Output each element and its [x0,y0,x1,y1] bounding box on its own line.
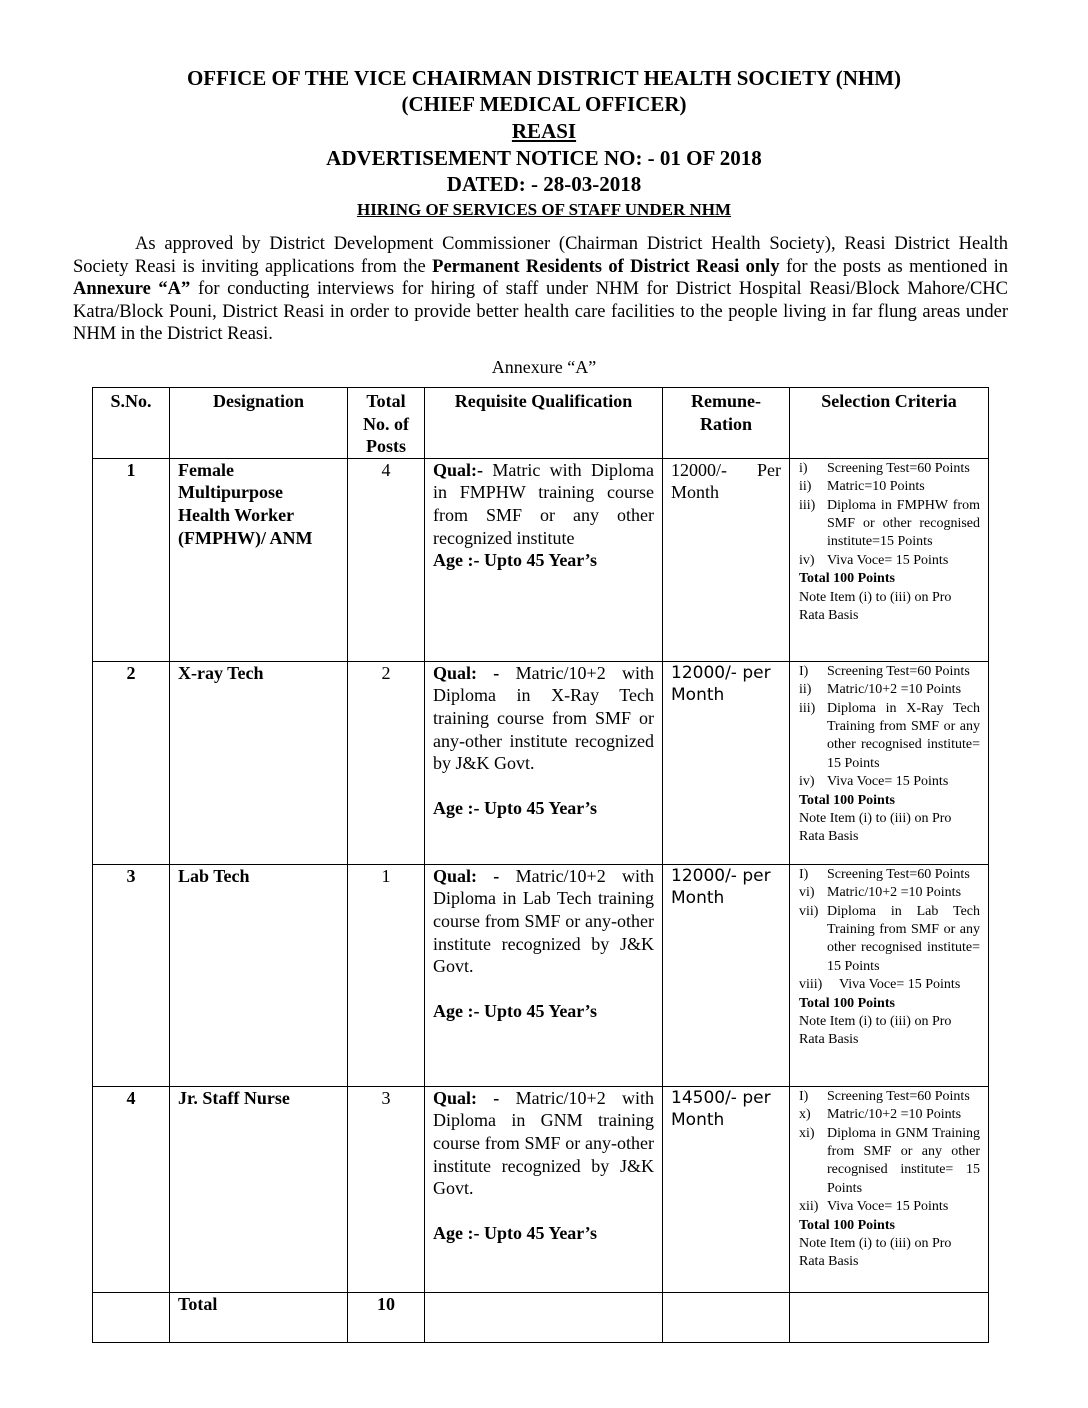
district-name: REASI [511,119,577,143]
qual-label: Qual: - [433,865,500,886]
row-remuneration [663,661,790,864]
criteria-note: Note Item (i) to (iii) on Pro Rata Basis [799,1014,952,1048]
criteria-item: iv) Viva Voce= 15 Points [799,552,949,568]
criteria-item: vi) Matric/10+2 =10 Points [799,885,962,901]
header-designation: Designation [170,388,348,459]
criteria-total: Total 100 Points [799,995,895,1011]
total-row-empty [790,1292,989,1342]
row-remuneration [663,1086,790,1292]
criteria-note: Note Item (i) to (iii) on Pro Rata Basis [799,811,952,845]
remuneration-value: 12000/- per Month [671,865,771,908]
remuneration-value: 12000/- per Month [671,662,771,705]
table-row [93,1086,989,1292]
remuneration-value: 12000/- Per Month [671,459,781,503]
criteria-item: ii) Matric=10 Points [799,479,925,495]
row-sno: 2 [93,661,170,864]
row-designation: Lab Tech [170,864,348,1086]
intro-part2: for the posts as mentioned in [785,256,1009,277]
criteria-item: x) Matric/10+2 =10 Points [799,1107,962,1123]
criteria-total: Total 100 Points [799,571,895,587]
total-value: 10 [348,1292,425,1342]
total-label: Total [170,1292,348,1342]
criteria-item: xii) Viva Voce= 15 Points [799,1199,949,1215]
row-selection-criteria [790,458,989,661]
header-selection-criteria: Selection Criteria [790,388,989,459]
office-title: OFFICE OF THE VICE CHAIRMAN DISTRICT HEALTH SOCIETY (NHM) [186,66,902,90]
total-row-empty [663,1292,790,1342]
criteria-total: Total 100 Points [799,1217,895,1233]
header-sno: S.No. [93,388,170,459]
row-total-posts: 4 [348,458,425,661]
row-sno: 3 [93,864,170,1086]
notice-subject: HIRING OF SERVICES OF STAFF UNDER NHM [356,200,732,219]
header-qualification: Requisite Qualification [425,388,663,459]
table-header-row [93,388,989,459]
header-total-posts: Total No. of Posts [348,388,425,459]
intro-part3: for conducting interviews for hiring of staff under NHM for District Hospital Reasi/Block Mahore/CHC Katra/Block Pouni, District Reasi in order to provide better health care facilities to the people living in far flung areas under NHM in the District Reasi. [73,279,1009,345]
qual-text: Matric/10+2 with Diploma in Lab Tech training course from SMF or any-other institute recognized by J&K Govt. [433,865,654,977]
criteria-item: I) Screening Test=60 Points [799,866,970,882]
qual-text: Matric with Diploma in FMPHW training course from SMF or any other recognized institute [433,459,654,548]
row-designation: Female Multipurpose Health Worker (FMPHW)/ ANM [170,458,348,661]
total-row-empty [425,1292,663,1342]
criteria-note: Note Item (i) to (iii) on Pro Rata Basis [799,589,952,624]
criteria-total: Total 100 Points [799,792,895,808]
criteria-item: ii) Matric/10+2 =10 Points [799,682,962,698]
criteria-item: viii) Viva Voce= 15 Points [799,977,961,993]
row-selection-criteria [790,1086,989,1292]
intro-bold-annexure: Annexure “A” [73,279,191,300]
row-qualification [425,864,663,1086]
header-remuneration: Remune-Ration [663,388,790,459]
row-designation: X-ray Tech [170,661,348,864]
criteria-item: I) Screening Test=60 Points [799,1088,970,1104]
office-subtitle: (CHIEF MEDICAL OFFICER) [401,92,687,116]
qual-label: Qual:- [433,459,484,480]
row-qualification [425,458,663,661]
row-total-posts: 1 [348,864,425,1086]
row-selection-criteria [790,864,989,1086]
criteria-item: i) Screening Test=60 Points [799,460,970,476]
criteria-note: Note Item (i) to (iii) on Pro Rata Basis [799,1236,952,1270]
row-qualification [425,1086,663,1292]
qual-label: Qual: - [433,1087,500,1108]
row-designation: Jr. Staff Nurse [170,1086,348,1292]
qual-text: Matric/10+2 with Diploma in GNM training course from SMF or any-other institute recognized by J&K Govt. [433,1087,654,1199]
criteria-item: iii) Diploma in FMPHW from SMF or other recognised institute=15 Points [799,497,980,550]
row-selection-criteria [790,661,989,864]
criteria-item: iv) Viva Voce= 15 Points [799,774,949,790]
row-total-posts: 2 [348,661,425,864]
intro-part1: As approved by District Development Commissioner (Chairman District Health Society), Reasi District Health Society Reasi is inviting applications from the [73,234,1008,277]
notice-date: DATED: - 28-03-2018 [446,172,642,196]
table-row [93,661,989,864]
qual-label: Qual: - [433,662,500,683]
row-sno: 1 [93,458,170,661]
criteria-item: I) Screening Test=60 Points [799,663,970,679]
age-limit: Age :- Upto 45 Year’s [433,1000,597,1021]
table-total-row [93,1292,989,1342]
row-remuneration [663,458,790,661]
posts-table [92,387,989,1343]
age-limit: Age :- Upto 45 Year’s [433,550,597,571]
qual-text: Matric/10+2 with Diploma in X-Ray Tech training course from SMF or any-other institute recognized by J&K Govt. [433,662,654,774]
age-limit: Age :- Upto 45 Year’s [433,1222,597,1243]
row-remuneration [663,864,790,1086]
criteria-item: xi) Diploma in GNM Training from SMF or any other recognised institute= 15 Points [799,1125,980,1196]
criteria-item: vii) Diploma in Lab Tech Training from SMF or any other recognised institute= 15 Points [799,903,980,974]
remuneration-value: 14500/- per Month [671,1087,771,1130]
table-row [93,458,989,661]
table-row [93,864,989,1086]
intro-paragraph [73,233,1008,346]
criteria-item: iii) Diploma in X-Ray Tech Training from SMF or any other recognised institute= 15 Points [799,700,980,771]
intro-bold-residents: Permanent Residents of District Reasi only [432,256,780,277]
total-row-empty [93,1292,170,1342]
row-total-posts: 3 [348,1086,425,1292]
age-limit: Age :- Upto 45 Year’s [433,797,597,818]
notice-number: ADVERTISEMENT NOTICE NO: - 01 OF 2018 [326,146,762,170]
row-qualification [425,661,663,864]
row-sno: 4 [93,1086,170,1292]
annexure-title: Annexure “A” [491,357,597,377]
